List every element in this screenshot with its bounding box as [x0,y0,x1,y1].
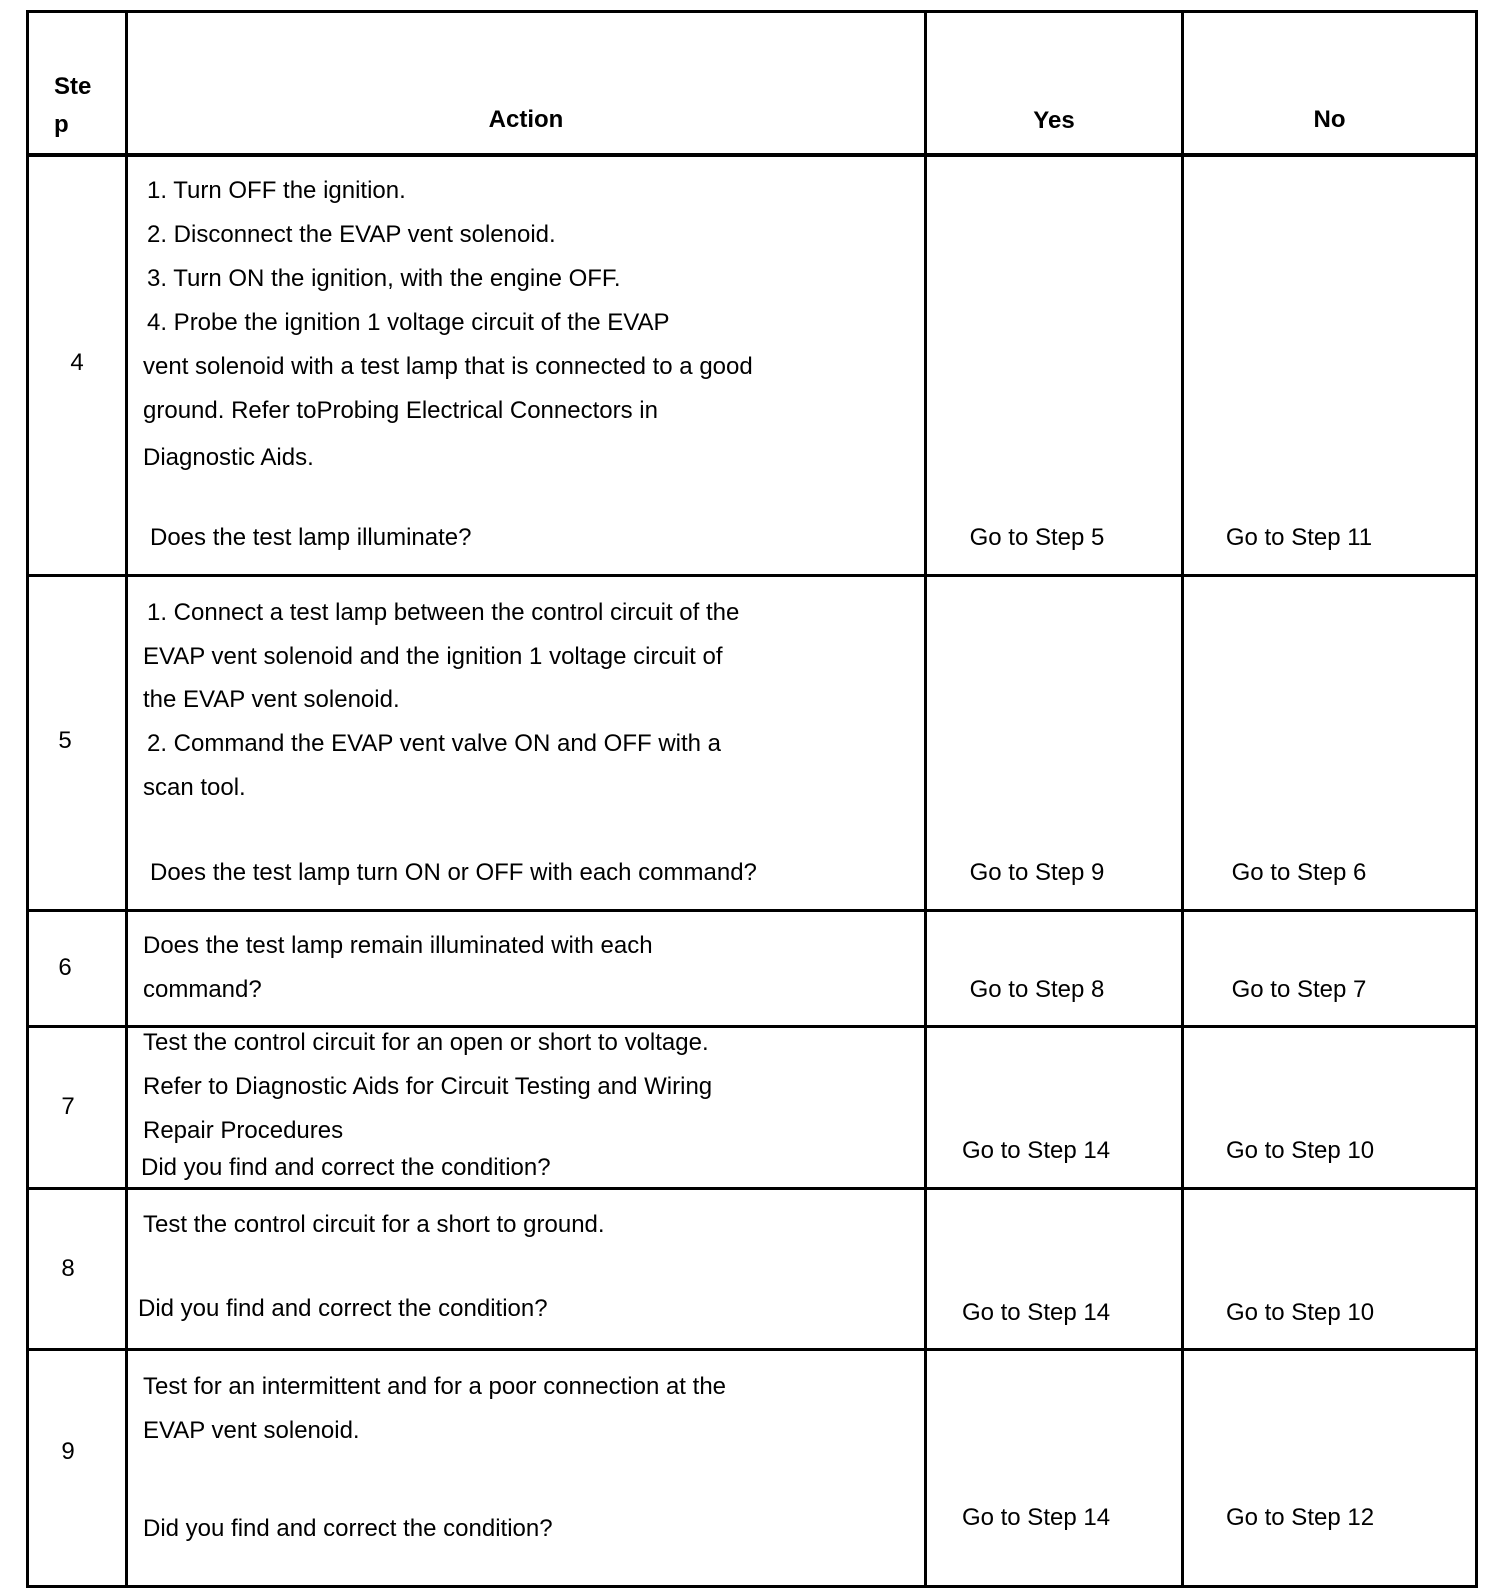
yes-result: Go to Step 14 [961,1299,1111,1326]
row-divider [26,909,1478,912]
no-result: Go to Step 12 [1225,1504,1375,1531]
action-line: Diagnostic Aids. [143,444,314,471]
action-line: Refer to Diagnostic Aids for Circuit Testing and Wiring [143,1073,713,1100]
action-line: the EVAP vent solenoid. [143,686,400,713]
table-border-right [1475,10,1478,1588]
row-divider [26,574,1478,577]
action-line: ground. Refer toProbing Electrical Connectors in [143,397,658,424]
action-question: Does the test lamp illuminate? [150,524,472,551]
column-divider [125,10,128,1588]
step-number: 6 [58,954,72,981]
action-line: 3. Turn ON the ignition, with the engine OFF. [147,265,621,292]
row-divider [26,1187,1478,1190]
action-line: EVAP vent solenoid. [143,1417,360,1444]
yes-result: Go to Step 5 [969,524,1105,551]
action-question: Did you find and correct the condition? [143,1515,553,1542]
action-question: Did you find and correct the condition? [138,1295,548,1322]
action-line: 1. Connect a test lamp between the control circuit of the [147,599,740,626]
action-line: 4. Probe the ignition 1 voltage circuit of the EVAP [147,309,670,336]
column-divider [1181,10,1184,1588]
action-line: vent solenoid with a test lamp that is connected to a good [143,353,753,380]
action-line: command? [143,976,262,1003]
yes-result: Go to Step 9 [969,859,1105,886]
header-action: Action [488,106,564,133]
diagnostic-table [26,10,1478,1588]
header-step: Step [54,73,92,138]
action-line: 2. Command the EVAP vent valve ON and OFF with a [147,730,722,757]
row-divider [26,1348,1478,1351]
action-line: Test the control circuit for an open or short to voltage. [143,1029,709,1056]
action-line: EVAP vent solenoid and the ignition 1 voltage circuit of [143,643,723,670]
header-yes: Yes [1033,107,1075,134]
step-number: 4 [70,349,84,376]
action-line: 1. Turn OFF the ignition. [147,177,406,204]
table-border-bottom [26,1585,1478,1588]
action-line: Repair Procedures [143,1117,344,1144]
action-line: Test for an intermittent and for a poor connection at the [143,1373,727,1400]
table-border-top [26,10,1478,13]
step-number: 8 [61,1255,75,1282]
no-result: Go to Step 10 [1225,1137,1375,1164]
action-line: Does the test lamp remain illuminated with each [143,932,653,959]
no-result: Go to Step 11 [1225,524,1373,551]
step-number: 7 [61,1093,75,1120]
no-result: Go to Step 10 [1225,1299,1375,1326]
yes-result: Go to Step 14 [961,1504,1111,1531]
column-divider [924,10,927,1588]
action-line: scan tool. [143,774,246,801]
yes-result: Go to Step 14 [961,1137,1111,1164]
action-line: Test the control circuit for a short to ground. [143,1211,605,1238]
action-line: Did you find and correct the condition? [141,1154,551,1181]
table-border-left [26,10,29,1588]
action-line: 2. Disconnect the EVAP vent solenoid. [147,221,556,248]
no-result: Go to Step 6 [1231,859,1367,886]
row-divider [26,1025,1478,1028]
header-divider [26,153,1478,157]
header-no: No [1313,106,1346,133]
yes-result: Go to Step 8 [969,976,1105,1003]
step-number: 5 [58,727,72,754]
step-number: 9 [61,1438,75,1465]
action-question: Does the test lamp turn ON or OFF with each command? [150,859,757,886]
no-result: Go to Step 7 [1231,976,1367,1003]
